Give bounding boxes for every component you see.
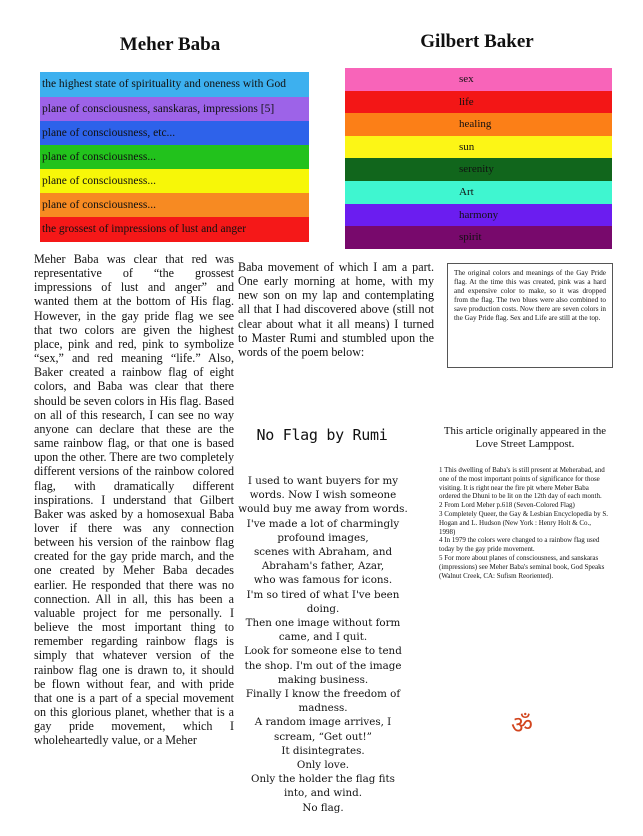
baker-flag-stripe: serenity (345, 158, 612, 181)
meher-flag-stripe: plane of consciousness... (40, 193, 309, 217)
article-body-column-2 (238, 260, 434, 359)
poem-line: I'm so tired of what I've been doing. (246, 588, 400, 615)
footnote: 2 From Lord Meher p.618 (Seven-Colored Flag) (439, 501, 575, 510)
meher-flag-stripe: plane of consciousness... (40, 145, 309, 169)
flag-caption-box (447, 263, 613, 368)
baker-flag-stripe: life (345, 91, 612, 114)
poem-line: No flag. (302, 801, 344, 814)
poem-line: Only the holder the flag fits into, and wind. (251, 773, 395, 800)
footnote: 5 For more about planes of consciousness, and sanskaras (impressions) see Meher Baba's seminal book, God Speaks (Walnut Creek, CA: Sufism Reoriented). (439, 553, 605, 580)
poem-line: A random image arrives, I scream, “Get out!” (254, 716, 392, 743)
meher-flag-stripe: plane of consciousness, sanskaras, impressions [5] (40, 97, 309, 121)
poem-line: Look for someone else to tend the shop. I'm out of the image making business. (244, 645, 402, 686)
meher-flag-stripe: the highest state of spirituality and oneness with God (40, 72, 309, 97)
meher-baba-flag (40, 72, 309, 242)
meher-flag-stripe: the grossest of impressions of lust and anger (40, 217, 309, 242)
poem-line: scenes with Abraham, and Abraham's father, Azar, (253, 546, 393, 573)
poem-title: No Flag by Rumi (256, 426, 388, 444)
baker-flag-stripe: healing (345, 113, 612, 136)
baker-flag-stripe: sun (345, 136, 612, 159)
poem-line: It disintegrates. (281, 744, 365, 757)
article-paragraph: Baba movement of which I am a part. One early morning at home, with my new son on my lap and contemplating all that I had discovered above (still not clear about what it all means) I turned to Master Rumi and stumbled upon the words of the poem below: (238, 260, 434, 359)
poem-line: I used to want buyers for my words. Now I wish someone would buy me away from words. (238, 475, 408, 516)
meher-flag-stripe: plane of consciousness, etc... (40, 121, 309, 145)
baker-flag-stripe: sex (345, 68, 612, 91)
footnote: 1 This dwelling of Baba's is still present at Meherabad, and one of the most important points of significance for those visiting. It is right near the fire pit where Meher Baba ordered the Dhuni to be lit on the 12th day of each month. (439, 466, 605, 501)
poem-line: who was famous for icons. (253, 574, 393, 587)
article-paragraph: Meher Baba was clear that red was representative of “the grossest impressions of lust and anger” and wanted them at the bottom of His flag. However, in the gay pride flag we see that two colors are given the highest place, pink and red, pink to symbolize “sex,” and red meaning “life.” Also, Baker created a rainbow flag of eight colors, and Baba was clear that there should be seven colors in His flag. Based on all of this research, I can see no way anyone can declare that these are the same rainbow flag, or that one is based upon the other. There are two completely different versions of the rainbow colored flag, with dramatically different inspirations. I understand that Gilbert Baker was asked by a homosexual Baba lover if there was any connection between his version of the rainbow flag created for the gay pride march, and the one created by Meher Baba decades earlier. He responded that there was no connection. All in all, this has been a valuable project for me personally. I believe the most important thing to remember regarding rainbow flags is simply that whatever version of the rainbow flag one is drawn to, it should be flown without fear, and with pride that one is a part of a special movement on this glorious planet, whether that is a gay pride movement, which I wholeheartedly value, or a Meher (34, 252, 234, 748)
poem-line: Only love. (296, 759, 350, 772)
article-body-column-1 (34, 252, 234, 747)
baker-flag-stripe: spirit (345, 226, 612, 249)
footnote: 4 In 1979 the colors were changed to a rainbow flag used today by the gay pride movement. (439, 536, 600, 554)
flag-caption-text: The original colors and meanings of the Gay Pride flag. At the time this was created, pink was a hard and expensive color to make, so it was dropped from the flag. The two blues were also combined to save production costs. Now there are seven colors in the Gay Pride flag. Sex and Life are still at the top. (454, 269, 606, 323)
gilbert-baker-flag (345, 68, 612, 249)
footnote: 3 Completely Queer, the Gay & Lesbian Encyclopedia by S. Hogan and L. Hudson (New York : Henry Holt & Co., 1998) (439, 509, 609, 536)
baker-flag-stripe: Art (345, 181, 612, 204)
baker-flag-stripe: harmony (345, 204, 612, 227)
om-symbol-icon: ॐ (511, 711, 533, 739)
meher-flag-stripe: plane of consciousness... (40, 169, 309, 193)
gilbert-baker-heading: Gilbert Baker (420, 31, 534, 52)
poem (238, 474, 408, 815)
poem-line: Then one image without form came, and I quit. (245, 617, 401, 644)
footnotes (439, 466, 609, 580)
poem-line: Finally I know the freedom of madness. (245, 688, 401, 715)
poem-line: I've made a lot of charmingly profound images, (246, 517, 400, 544)
meher-baba-heading: Meher Baba (119, 34, 221, 55)
article-origin-note: This article originally appeared in the Love Street Lamppost. (443, 425, 607, 450)
